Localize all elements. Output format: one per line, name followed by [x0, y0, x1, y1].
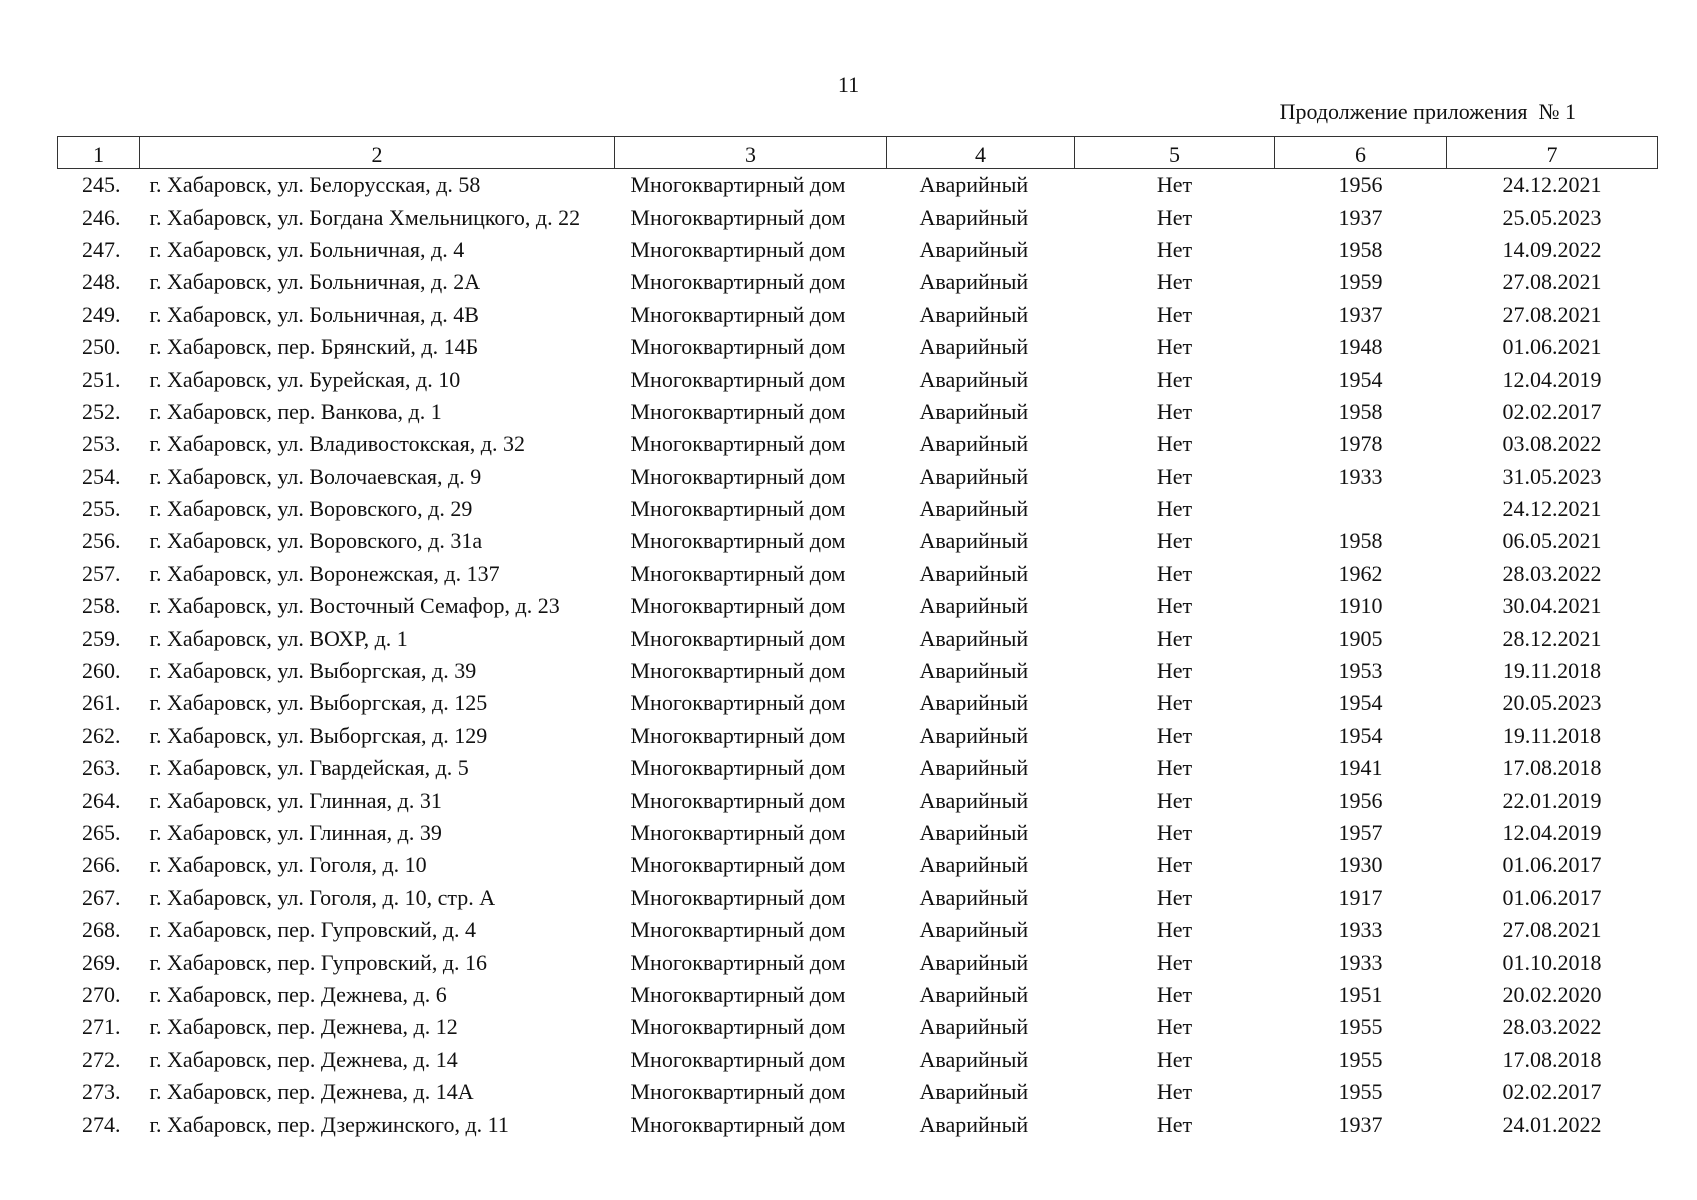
table-row	[58, 396, 1658, 428]
building-type-cell: Многоквартирный дом	[630, 690, 846, 716]
flag-cell: Нет	[1156, 820, 1193, 845]
table-row	[58, 299, 1658, 331]
decision-date-cell: 03.08.2022	[1502, 431, 1602, 457]
row-number: 263.	[82, 755, 121, 781]
decision-date-cell: 30.04.2021	[1502, 593, 1602, 619]
table-row	[58, 849, 1658, 881]
row-number: 261.	[82, 690, 121, 716]
address-cell: г. Хабаровск, ул. Выборгская, д. 39	[149, 658, 477, 684]
table-row	[58, 169, 1658, 202]
condition-cell: Аварийный	[919, 593, 1029, 619]
decision-date-cell: 19.11.2018	[1502, 722, 1602, 748]
address-cell: г. Хабаровск, ул. Воровского, д. 31а	[149, 528, 483, 554]
decision-date-cell: 02.02.2017	[1502, 1079, 1602, 1105]
row-number: 269.	[82, 949, 121, 975]
column-header: 3	[615, 137, 887, 169]
address-cell: г. Хабаровск, ул. Выборгская, д. 129	[149, 722, 488, 748]
address-cell: г. Хабаровск, ул. Воронежская, д. 137	[149, 560, 500, 586]
condition-cell: Аварийный	[919, 852, 1029, 878]
decision-date-cell: 02.02.2017	[1502, 398, 1602, 424]
decision-date-cell: 14.09.2022	[1502, 236, 1602, 262]
decision-date-cell: 01.10.2018	[1502, 949, 1602, 975]
year-built-cell: 1955	[1338, 1014, 1383, 1040]
flag-cell: Нет	[1156, 236, 1193, 262]
row-number: 267.	[82, 884, 121, 910]
column-header: 1	[58, 137, 140, 169]
row-number: 245.	[82, 172, 121, 198]
year-built-cell: 1933	[1338, 949, 1383, 975]
flag-cell: Нет	[1156, 755, 1193, 781]
year-built-cell: 1954	[1338, 690, 1383, 716]
building-type-cell: Многоквартирный дом	[630, 981, 846, 1007]
building-type-cell: Многоквартирный дом	[630, 204, 846, 230]
year-built-cell	[1275, 493, 1447, 525]
flag-cell: Нет	[1156, 1111, 1193, 1137]
year-built-cell: 1955	[1338, 1046, 1383, 1072]
table-row	[58, 428, 1658, 460]
building-type-cell: Многоквартирный дом	[630, 1079, 846, 1105]
row-number: 250.	[82, 334, 121, 360]
condition-cell: Аварийный	[919, 625, 1029, 651]
row-number: 272.	[82, 1046, 121, 1072]
flag-cell: Нет	[1156, 625, 1193, 651]
table-row	[58, 914, 1658, 946]
table-row	[58, 784, 1658, 816]
building-type-cell: Многоквартирный дом	[630, 496, 846, 522]
flag-cell: Нет	[1156, 949, 1193, 975]
year-built-cell: 1962	[1338, 560, 1383, 586]
building-type-cell: Многоквартирный дом	[630, 463, 846, 489]
address-cell: г. Хабаровск, ул. Владивостокская, д. 32	[149, 431, 525, 457]
row-number: 266.	[82, 852, 121, 878]
flag-cell: Нет	[1156, 204, 1193, 230]
decision-date-cell: 01.06.2021	[1502, 334, 1602, 360]
table-row	[58, 720, 1658, 752]
condition-cell: Аварийный	[919, 398, 1029, 424]
decision-date-cell: 24.01.2022	[1502, 1111, 1602, 1137]
condition-cell: Аварийный	[919, 722, 1029, 748]
condition-cell: Аварийный	[919, 1014, 1029, 1040]
address-cell: г. Хабаровск, ул. Больничная, д. 4В	[149, 301, 479, 327]
row-number: 255.	[82, 496, 121, 522]
flag-cell: Нет	[1156, 593, 1193, 619]
table-row	[58, 1076, 1658, 1108]
row-number: 252.	[82, 398, 121, 424]
building-type-cell: Многоквартирный дом	[630, 722, 846, 748]
condition-cell: Аварийный	[919, 431, 1029, 457]
condition-cell: Аварийный	[919, 528, 1029, 554]
condition-cell: Аварийный	[919, 658, 1029, 684]
row-number: 251.	[82, 366, 121, 392]
decision-date-cell: 27.08.2021	[1502, 917, 1602, 943]
table-row	[58, 493, 1658, 525]
table-row	[58, 687, 1658, 719]
row-number: 246.	[82, 204, 121, 230]
decision-date-cell: 12.04.2019	[1502, 366, 1602, 392]
table-header-row	[58, 137, 1658, 169]
decision-date-cell: 22.01.2019	[1502, 787, 1602, 813]
row-number: 253.	[82, 431, 121, 457]
housing-table	[57, 136, 1658, 1141]
table-row	[58, 363, 1658, 395]
row-number: 259.	[82, 625, 121, 651]
column-header: 7	[1447, 137, 1658, 169]
flag-cell: Нет	[1156, 658, 1193, 684]
table-row	[58, 525, 1658, 557]
building-type-cell: Многоквартирный дом	[630, 528, 846, 554]
row-number: 264.	[82, 787, 121, 813]
year-built-cell: 1937	[1338, 1111, 1383, 1137]
address-cell: г. Хабаровск, ул. Воровского, д. 29	[149, 496, 473, 522]
table-row	[58, 266, 1658, 298]
decision-date-cell: 28.03.2022	[1502, 1014, 1602, 1040]
condition-cell: Аварийный	[919, 917, 1029, 943]
address-cell: г. Хабаровск, пер. Гупровский, д. 4	[149, 917, 477, 943]
building-type-cell: Многоквартирный дом	[630, 949, 846, 975]
address-cell: г. Хабаровск, пер. Дежнева, д. 6	[149, 981, 447, 1007]
page-number: 11	[837, 72, 860, 97]
flag-cell: Нет	[1156, 1046, 1193, 1072]
decision-date-cell: 17.08.2018	[1502, 1046, 1602, 1072]
table-row	[58, 655, 1658, 687]
flag-cell: Нет	[1156, 496, 1193, 522]
year-built-cell: 1954	[1338, 722, 1383, 748]
flag-cell: Нет	[1156, 884, 1193, 910]
address-cell: г. Хабаровск, пер. Дежнева, д. 14А	[149, 1079, 474, 1105]
decision-date-cell: 19.11.2018	[1502, 658, 1602, 684]
building-type-cell: Многоквартирный дом	[630, 593, 846, 619]
flag-cell: Нет	[1156, 398, 1193, 424]
column-header: 5	[1075, 137, 1275, 169]
flag-cell: Нет	[1156, 690, 1193, 716]
decision-date-cell: 17.08.2018	[1502, 755, 1602, 781]
building-type-cell: Многоквартирный дом	[630, 366, 846, 392]
flag-cell: Нет	[1156, 852, 1193, 878]
condition-cell: Аварийный	[919, 690, 1029, 716]
table-row	[58, 946, 1658, 978]
row-number: 256.	[82, 528, 121, 554]
condition-cell: Аварийный	[919, 334, 1029, 360]
flag-cell: Нет	[1156, 1079, 1193, 1105]
flag-cell: Нет	[1156, 528, 1193, 554]
building-type-cell: Многоквартирный дом	[630, 398, 846, 424]
building-type-cell: Многоквартирный дом	[630, 1111, 846, 1137]
decision-date-cell: 24.12.2021	[1502, 496, 1602, 522]
row-number: 265.	[82, 820, 121, 845]
year-built-cell: 1937	[1338, 204, 1383, 230]
year-built-cell: 1930	[1338, 852, 1383, 878]
row-number: 247.	[82, 236, 121, 262]
building-type-cell: Многоквартирный дом	[630, 658, 846, 684]
address-cell: г. Хабаровск, пер. Ванкова, д. 1	[149, 398, 442, 424]
building-type-cell: Многоквартирный дом	[630, 172, 846, 198]
decision-date-cell: 28.12.2021	[1502, 625, 1602, 651]
table-row	[58, 590, 1658, 622]
decision-date-cell: 06.05.2021	[1502, 528, 1602, 554]
condition-cell: Аварийный	[919, 1111, 1029, 1137]
year-built-cell: 1948	[1338, 334, 1383, 360]
year-built-cell: 1958	[1338, 528, 1383, 554]
table-row	[58, 461, 1658, 493]
building-type-cell: Многоквартирный дом	[630, 917, 846, 943]
building-type-cell: Многоквартирный дом	[630, 884, 846, 910]
table-row	[58, 1108, 1658, 1140]
decision-date-cell: 20.02.2020	[1502, 981, 1602, 1007]
condition-cell: Аварийный	[919, 463, 1029, 489]
table-row	[58, 1011, 1658, 1043]
row-number: 270.	[82, 981, 121, 1007]
year-built-cell: 1957	[1338, 820, 1383, 845]
decision-date-cell: 28.03.2022	[1502, 560, 1602, 586]
table-body	[58, 169, 1658, 1141]
address-cell: г. Хабаровск, ул. Белорусская, д. 58	[149, 172, 481, 198]
building-type-cell: Многоквартирный дом	[630, 334, 846, 360]
table-row	[58, 817, 1658, 849]
year-built-cell: 1956	[1338, 787, 1383, 813]
condition-cell: Аварийный	[919, 560, 1029, 586]
building-type-cell: Многоквартирный дом	[630, 301, 846, 327]
year-built-cell: 1937	[1338, 301, 1383, 327]
year-built-cell: 1955	[1338, 1079, 1383, 1105]
year-built-cell: 1958	[1338, 398, 1383, 424]
condition-cell: Аварийный	[919, 236, 1029, 262]
flag-cell: Нет	[1156, 366, 1193, 392]
table-row	[58, 882, 1658, 914]
table-row	[58, 558, 1658, 590]
row-number: 274.	[82, 1111, 121, 1137]
decision-date-cell: 12.04.2019	[1502, 820, 1602, 845]
flag-cell: Нет	[1156, 981, 1193, 1007]
row-number: 254.	[82, 463, 121, 489]
flag-cell: Нет	[1156, 722, 1193, 748]
address-cell: г. Хабаровск, ул. Глинная, д. 39	[149, 820, 442, 845]
appendix-continuation-label: Продолжение приложения № 1	[1279, 99, 1576, 124]
address-cell: г. Хабаровск, ул. Гвардейская, д. 5	[149, 755, 469, 781]
condition-cell: Аварийный	[919, 981, 1029, 1007]
column-header: 2	[140, 137, 615, 169]
year-built-cell: 1905	[1338, 625, 1383, 651]
row-number: 249.	[82, 301, 121, 327]
condition-cell: Аварийный	[919, 1079, 1029, 1105]
address-cell: г. Хабаровск, ул. Выборгская, д. 125	[149, 690, 488, 716]
address-cell: г. Хабаровск, пер. Гупровский, д. 16	[149, 949, 488, 975]
address-cell: г. Хабаровск, ул. Восточный Семафор, д. 23	[149, 593, 560, 619]
column-header: 6	[1275, 137, 1447, 169]
table-row	[58, 979, 1658, 1011]
condition-cell: Аварийный	[919, 787, 1029, 813]
row-number: 260.	[82, 658, 121, 684]
flag-cell: Нет	[1156, 1014, 1193, 1040]
decision-date-cell: 01.06.2017	[1502, 852, 1602, 878]
address-cell: г. Хабаровск, ул. Глинная, д. 31	[149, 787, 442, 813]
address-cell: г. Хабаровск, ул. Гоголя, д. 10, стр. А	[149, 884, 496, 910]
table-row	[58, 752, 1658, 784]
column-header: 4	[887, 137, 1075, 169]
year-built-cell: 1933	[1338, 463, 1383, 489]
flag-cell: Нет	[1156, 431, 1193, 457]
flag-cell: Нет	[1156, 463, 1193, 489]
flag-cell: Нет	[1156, 917, 1193, 943]
building-type-cell: Многоквартирный дом	[630, 755, 846, 781]
building-type-cell: Многоквартирный дом	[630, 236, 846, 262]
address-cell: г. Хабаровск, пер. Дежнева, д. 12	[149, 1014, 458, 1040]
table-row	[58, 201, 1658, 233]
decision-date-cell: 27.08.2021	[1502, 269, 1602, 295]
decision-date-cell: 24.12.2021	[1502, 172, 1602, 198]
building-type-cell: Многоквартирный дом	[630, 560, 846, 586]
address-cell: г. Хабаровск, ул. Волочаевская, д. 9	[149, 463, 482, 489]
building-type-cell: Многоквартирный дом	[630, 431, 846, 457]
row-number: 273.	[82, 1079, 121, 1105]
condition-cell: Аварийный	[919, 496, 1029, 522]
building-type-cell: Многоквартирный дом	[630, 820, 846, 845]
address-cell: г. Хабаровск, ул. Бурейская, д. 10	[149, 366, 461, 392]
condition-cell: Аварийный	[919, 820, 1029, 845]
address-cell: г. Хабаровск, пер. Дзержинского, д. 11	[149, 1111, 509, 1137]
row-number: 257.	[82, 560, 121, 586]
decision-date-cell: 01.06.2017	[1502, 884, 1602, 910]
decision-date-cell: 27.08.2021	[1502, 301, 1602, 327]
year-built-cell: 1958	[1338, 236, 1383, 262]
condition-cell: Аварийный	[919, 301, 1029, 327]
decision-date-cell: 20.05.2023	[1502, 690, 1602, 716]
condition-cell: Аварийный	[919, 949, 1029, 975]
building-type-cell: Многоквартирный дом	[630, 625, 846, 651]
year-built-cell: 1959	[1338, 269, 1383, 295]
condition-cell: Аварийный	[919, 269, 1029, 295]
year-built-cell: 1951	[1338, 981, 1383, 1007]
year-built-cell: 1953	[1338, 658, 1383, 684]
flag-cell: Нет	[1156, 172, 1193, 198]
year-built-cell: 1954	[1338, 366, 1383, 392]
year-built-cell: 1956	[1338, 172, 1383, 198]
condition-cell: Аварийный	[919, 884, 1029, 910]
building-type-cell: Многоквартирный дом	[630, 852, 846, 878]
building-type-cell: Многоквартирный дом	[630, 787, 846, 813]
year-built-cell: 1917	[1338, 884, 1383, 910]
table-row	[58, 234, 1658, 266]
address-cell: г. Хабаровск, пер. Дежнева, д. 14	[149, 1046, 458, 1072]
year-built-cell: 1978	[1338, 431, 1383, 457]
address-cell: г. Хабаровск, ул. Больничная, д. 2А	[149, 269, 481, 295]
table-row	[58, 622, 1658, 654]
year-built-cell: 1941	[1338, 755, 1383, 781]
address-cell: г. Хабаровск, ул. ВОХР, д. 1	[149, 625, 408, 651]
address-cell: г. Хабаровск, ул. Гоголя, д. 10	[149, 852, 427, 878]
decision-date-cell: 25.05.2023	[1502, 204, 1602, 230]
building-type-cell: Многоквартирный дом	[630, 269, 846, 295]
row-number: 268.	[82, 917, 121, 943]
flag-cell: Нет	[1156, 787, 1193, 813]
condition-cell: Аварийный	[919, 366, 1029, 392]
flag-cell: Нет	[1156, 560, 1193, 586]
condition-cell: Аварийный	[919, 172, 1029, 198]
address-cell: г. Хабаровск, ул. Богдана Хмельницкого, д. 22	[149, 204, 581, 230]
building-type-cell: Многоквартирный дом	[630, 1046, 846, 1072]
flag-cell: Нет	[1156, 334, 1193, 360]
flag-cell: Нет	[1156, 269, 1193, 295]
condition-cell: Аварийный	[919, 204, 1029, 230]
condition-cell: Аварийный	[919, 1046, 1029, 1072]
condition-cell: Аварийный	[919, 755, 1029, 781]
table-row	[58, 1044, 1658, 1076]
row-number: 262.	[82, 722, 121, 748]
table-row	[58, 331, 1658, 363]
decision-date-cell: 31.05.2023	[1502, 463, 1602, 489]
row-number: 258.	[82, 593, 121, 619]
row-number: 271.	[82, 1014, 121, 1040]
year-built-cell: 1910	[1338, 593, 1383, 619]
building-type-cell: Многоквартирный дом	[630, 1014, 846, 1040]
year-built-cell: 1933	[1338, 917, 1383, 943]
address-cell: г. Хабаровск, ул. Больничная, д. 4	[149, 236, 465, 262]
address-cell: г. Хабаровск, пер. Брянский, д. 14Б	[149, 334, 479, 360]
row-number: 248.	[82, 269, 121, 295]
flag-cell: Нет	[1156, 301, 1193, 327]
